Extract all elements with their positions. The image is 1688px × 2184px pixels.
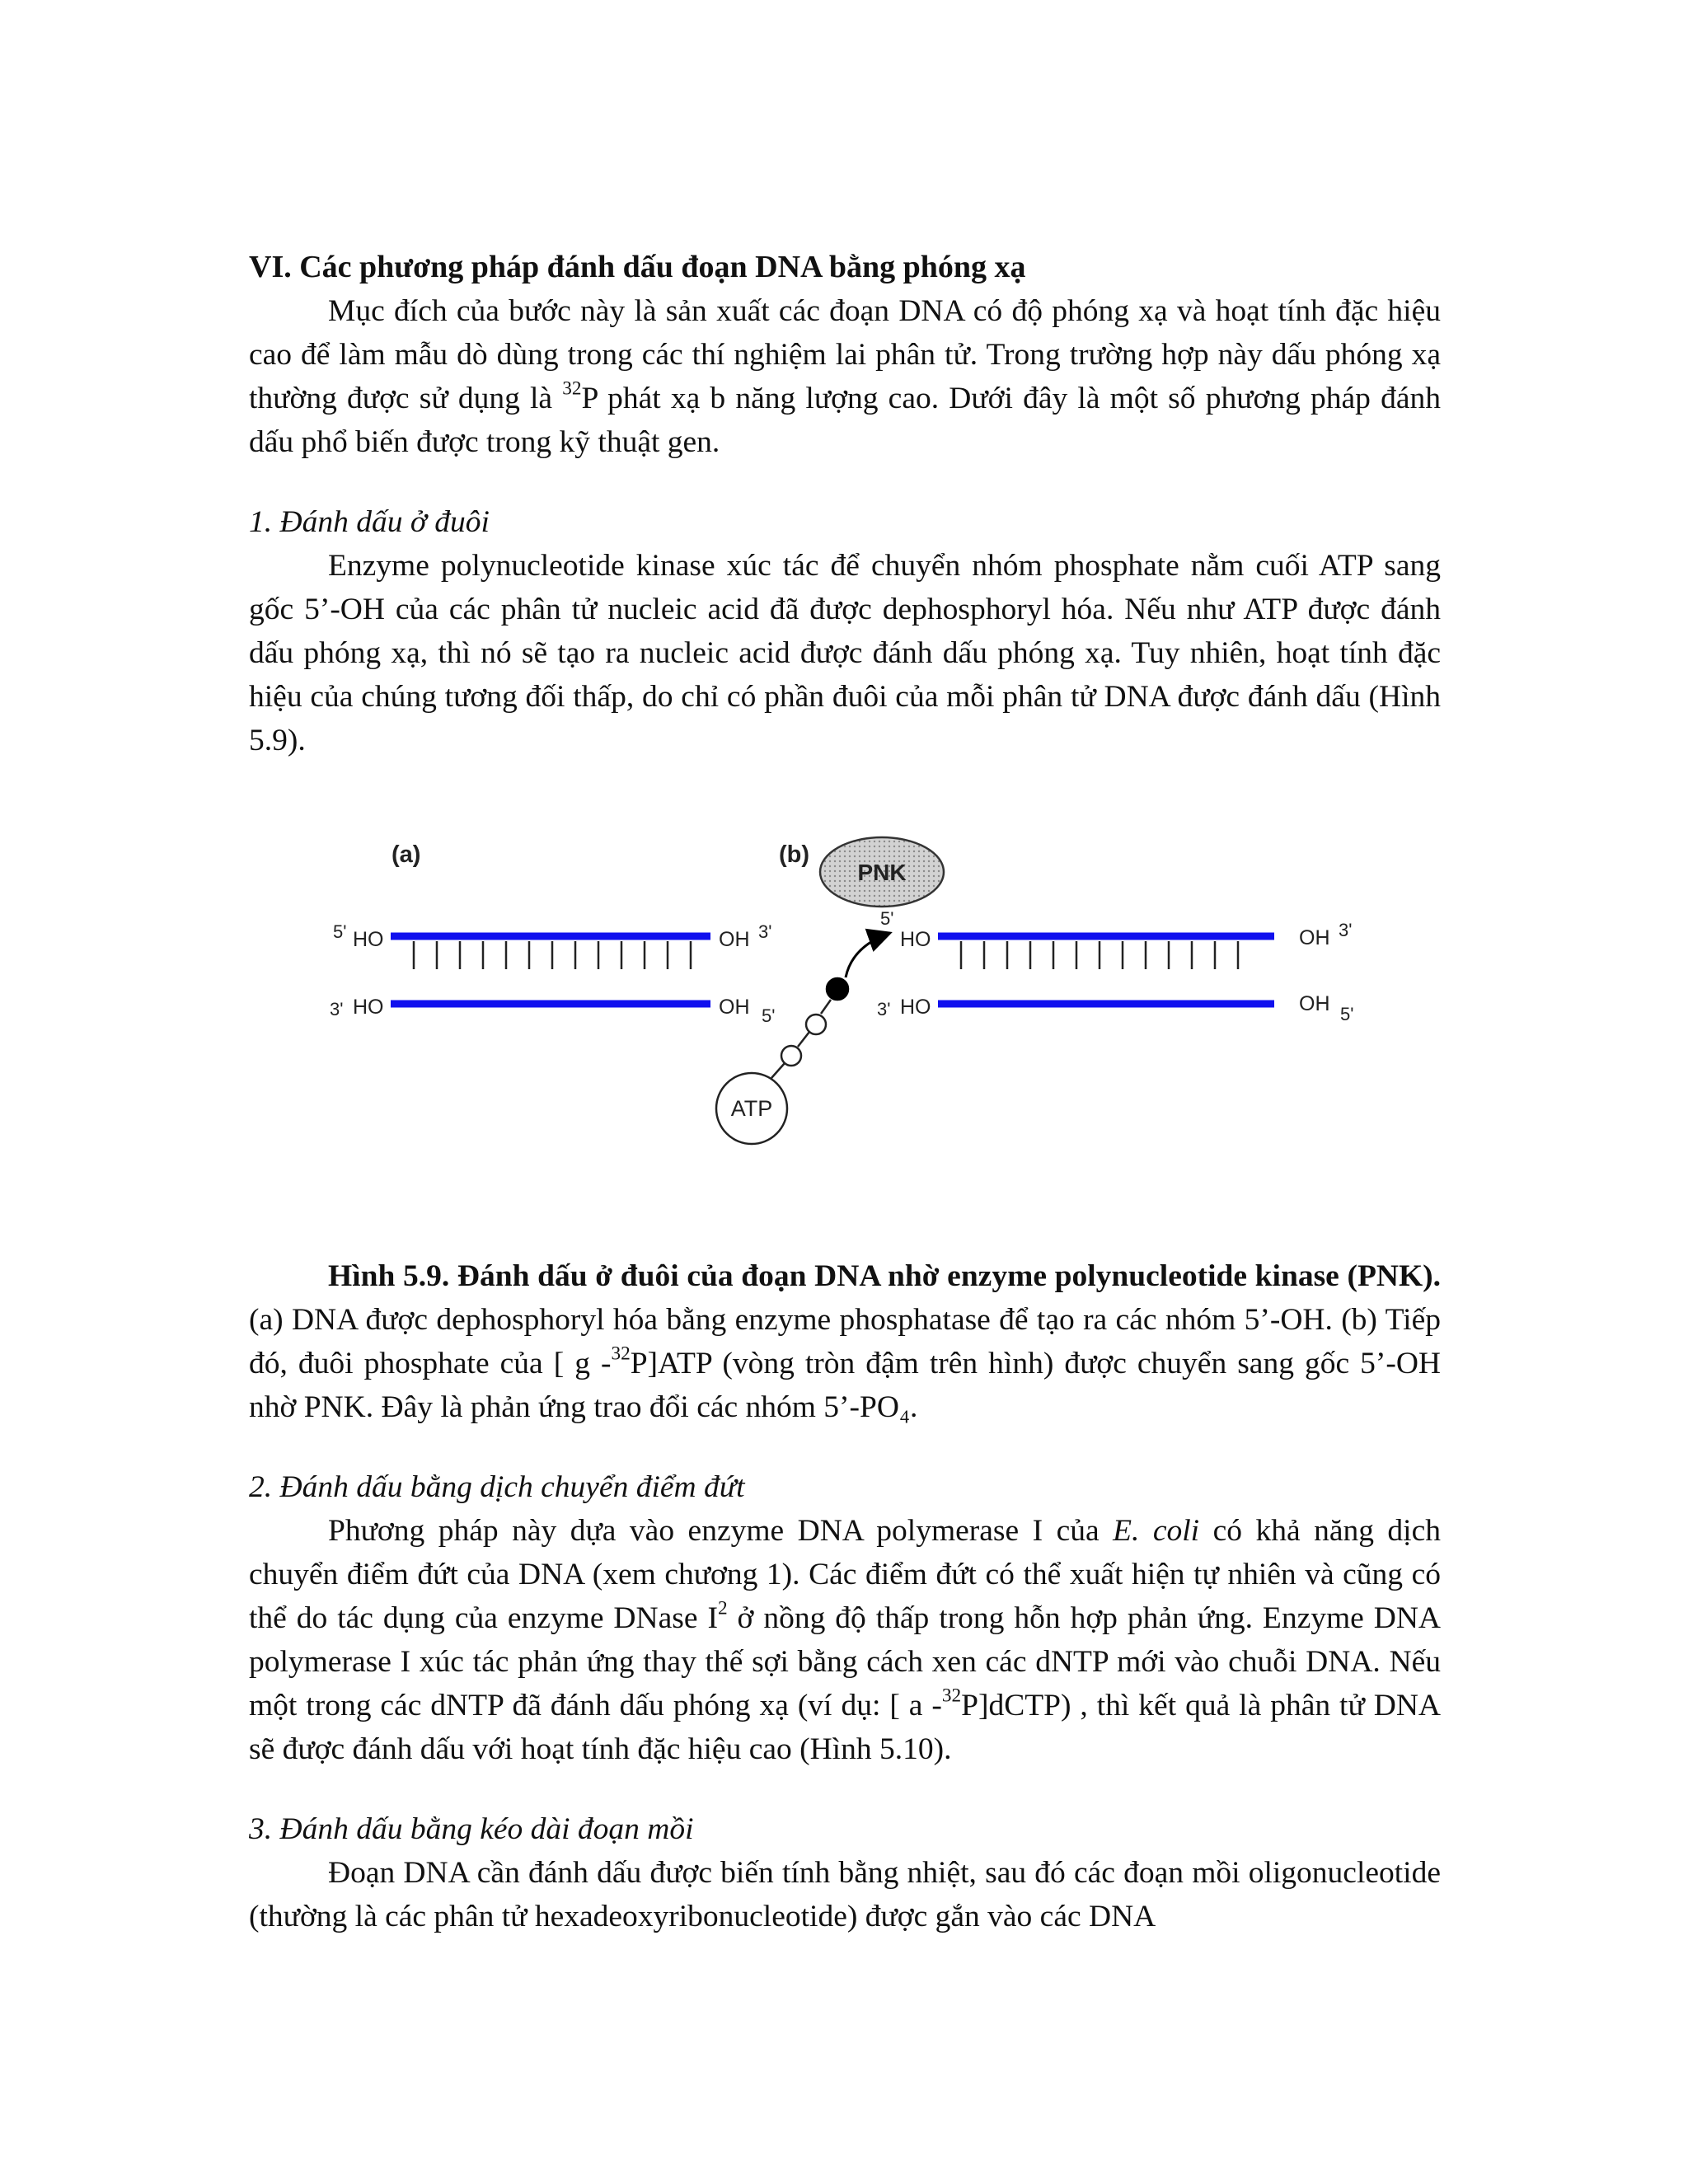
base-pairs-a <box>414 941 691 969</box>
caption-superscript: 32 <box>611 1343 631 1365</box>
alpha-phosphate <box>806 1015 826 1034</box>
duplex-b <box>877 908 1353 1024</box>
nick-translation-paragraph: Phương pháp này dựa vào enzyme DNA polymerase I của E. coli có khả năng dịch chuyển điểm đứt của DNA (xem chương 1). Các điểm đứt có thể xuất hiện tự nhiên và cũng có thể do tác dụng của enzyme DNase $I^2$ ở nồng độ thấp trong hỗn hợp phản ứng. Enzyme DNA polymerase I xúc tác phản ứng thay thế sợi bằng cách xen các dNTP mới vào chuỗi DNA. Nếu một trong các dNTP đã đánh dấu phóng xạ (ví dụ: [ a -$^{32}$P]dCTP) , thì kết quả là phân tử DNA sẽ được đánh dấu với hoạt tính đặc hiệu cao (Hình 5.10). <box>249 1514 1441 1766</box>
page-content-lower <box>249 1254 1441 1938</box>
footnote-marker: 2 <box>717 1597 728 1619</box>
atp-label: ATP <box>730 1096 773 1121</box>
figure-caption <box>249 1254 1441 1429</box>
page-content <box>249 246 1441 762</box>
subheading-end-labeling: 1. Đánh dấu ở đuôi <box>249 505 490 539</box>
svg-text:HO: HO <box>353 928 384 951</box>
svg-text:OH: OH <box>719 928 750 951</box>
svg-text:3': 3' <box>1339 920 1353 940</box>
intro-text-b: P phát xạ b năng lượng cao. Dưới đây là một số phương pháp đánh dấu phổ biến được trong kỹ thuật gen. <box>249 382 1441 459</box>
isotope-superscript: 32 <box>562 377 582 400</box>
panel-a-label: (a) <box>392 841 421 868</box>
svg-text:HO: HO <box>353 996 384 1019</box>
caption-text-b: P]ATP (vòng tròn đậm trên hình) được chuyển sang gốc 5’-OH nhờ PNK. Đây là phản ứng trao đổi các nhóm 5’-PO₄. <box>249 1347 1442 1424</box>
svg-text:3': 3' <box>758 921 772 942</box>
base-pairs-b <box>961 941 1238 969</box>
transfer-arrow <box>846 933 890 977</box>
svg-text:5': 5' <box>333 921 347 942</box>
svg-text:5': 5' <box>762 1005 776 1026</box>
beta-phosphate <box>781 1046 801 1066</box>
svg-text:3': 3' <box>877 999 891 1019</box>
primer-extension-paragraph: Đoạn DNA cần đánh dấu được biến tính bằng nhiệt, sau đó các đoạn mồi oligonucleotide (thường là các phân tử hexadeoxyribonucleotide) được gắn vào các DNA <box>249 1856 1441 1933</box>
svg-text:5': 5' <box>1340 1004 1354 1024</box>
svg-text:HO: HO <box>900 996 931 1019</box>
caption-text-a: (a) DNA được dephosphoryl hóa bằng enzyme phosphatase để tạo ra các nhóm 5’-OH. (b) Tiếp đó, đuôi phosphate của [ g - <box>249 1303 1441 1380</box>
caption-title: Hình 5.9. Đánh dấu ở đuôi của đoạn DNA nhờ enzyme polynucleotide kinase (PNK). <box>328 1259 1441 1293</box>
intro-text-a: Mục đích của bước này là sản xuất các đoạn DNA có độ phóng xạ và hoạt tính đặc hiệu cao để làm mẫu dò dùng trong các thí nghiệm lai phân tử. Trong trường hợp này dấu phóng xạ thường được sử dụng là <box>249 294 1441 415</box>
svg-text:OH: OH <box>1299 992 1330 1015</box>
duplex-a <box>330 921 775 1026</box>
atp-molecule <box>716 933 890 1144</box>
pnk-enzyme <box>820 837 944 907</box>
svg-text:HO: HO <box>900 928 931 951</box>
svg-text:5': 5' <box>880 908 894 929</box>
labeled-gamma-phosphate <box>827 978 848 1000</box>
svg-text:OH: OH <box>1299 926 1330 949</box>
pnk-label: PNK <box>857 860 907 885</box>
svg-text:3': 3' <box>330 999 344 1019</box>
section-title: VI. Các phương pháp đánh dấu đoạn DNA bằng phóng xạ <box>249 250 1026 284</box>
species-name: E. coli <box>1113 1514 1200 1548</box>
subheading-nick-translation: 2. Đánh dấu bằng dịch chuyển điểm đứt <box>249 1470 745 1504</box>
figure-5-9 <box>313 824 1385 1187</box>
pnk-labeling-diagram <box>313 824 1385 1187</box>
subheading-primer-extension: 3. Đánh dấu bằng kéo dài đoạn mồi <box>249 1812 694 1846</box>
end-labeling-paragraph: Enzyme polynucleotide kinase xúc tác để chuyển nhóm phosphate nằm cuối ATP sang gốc 5’-OH của các phân tử nucleic acid đã được dephosphoryl hóa. Nếu như ATP được đánh dấu phóng xạ, thì nó sẽ tạo ra nucleic acid được đánh dấu phóng xạ. Tuy nhiên, hoạt tính đặc hiệu của chúng tương đối thấp, do chỉ có phần đuôi của mỗi phân tử DNA được đánh dấu (Hình 5.9). <box>249 549 1441 757</box>
intro-paragraph <box>249 289 1441 464</box>
isotope-superscript-2: 32 <box>941 1685 962 1707</box>
panel-b-label: (b) <box>779 841 810 868</box>
svg-text:OH: OH <box>719 996 750 1019</box>
